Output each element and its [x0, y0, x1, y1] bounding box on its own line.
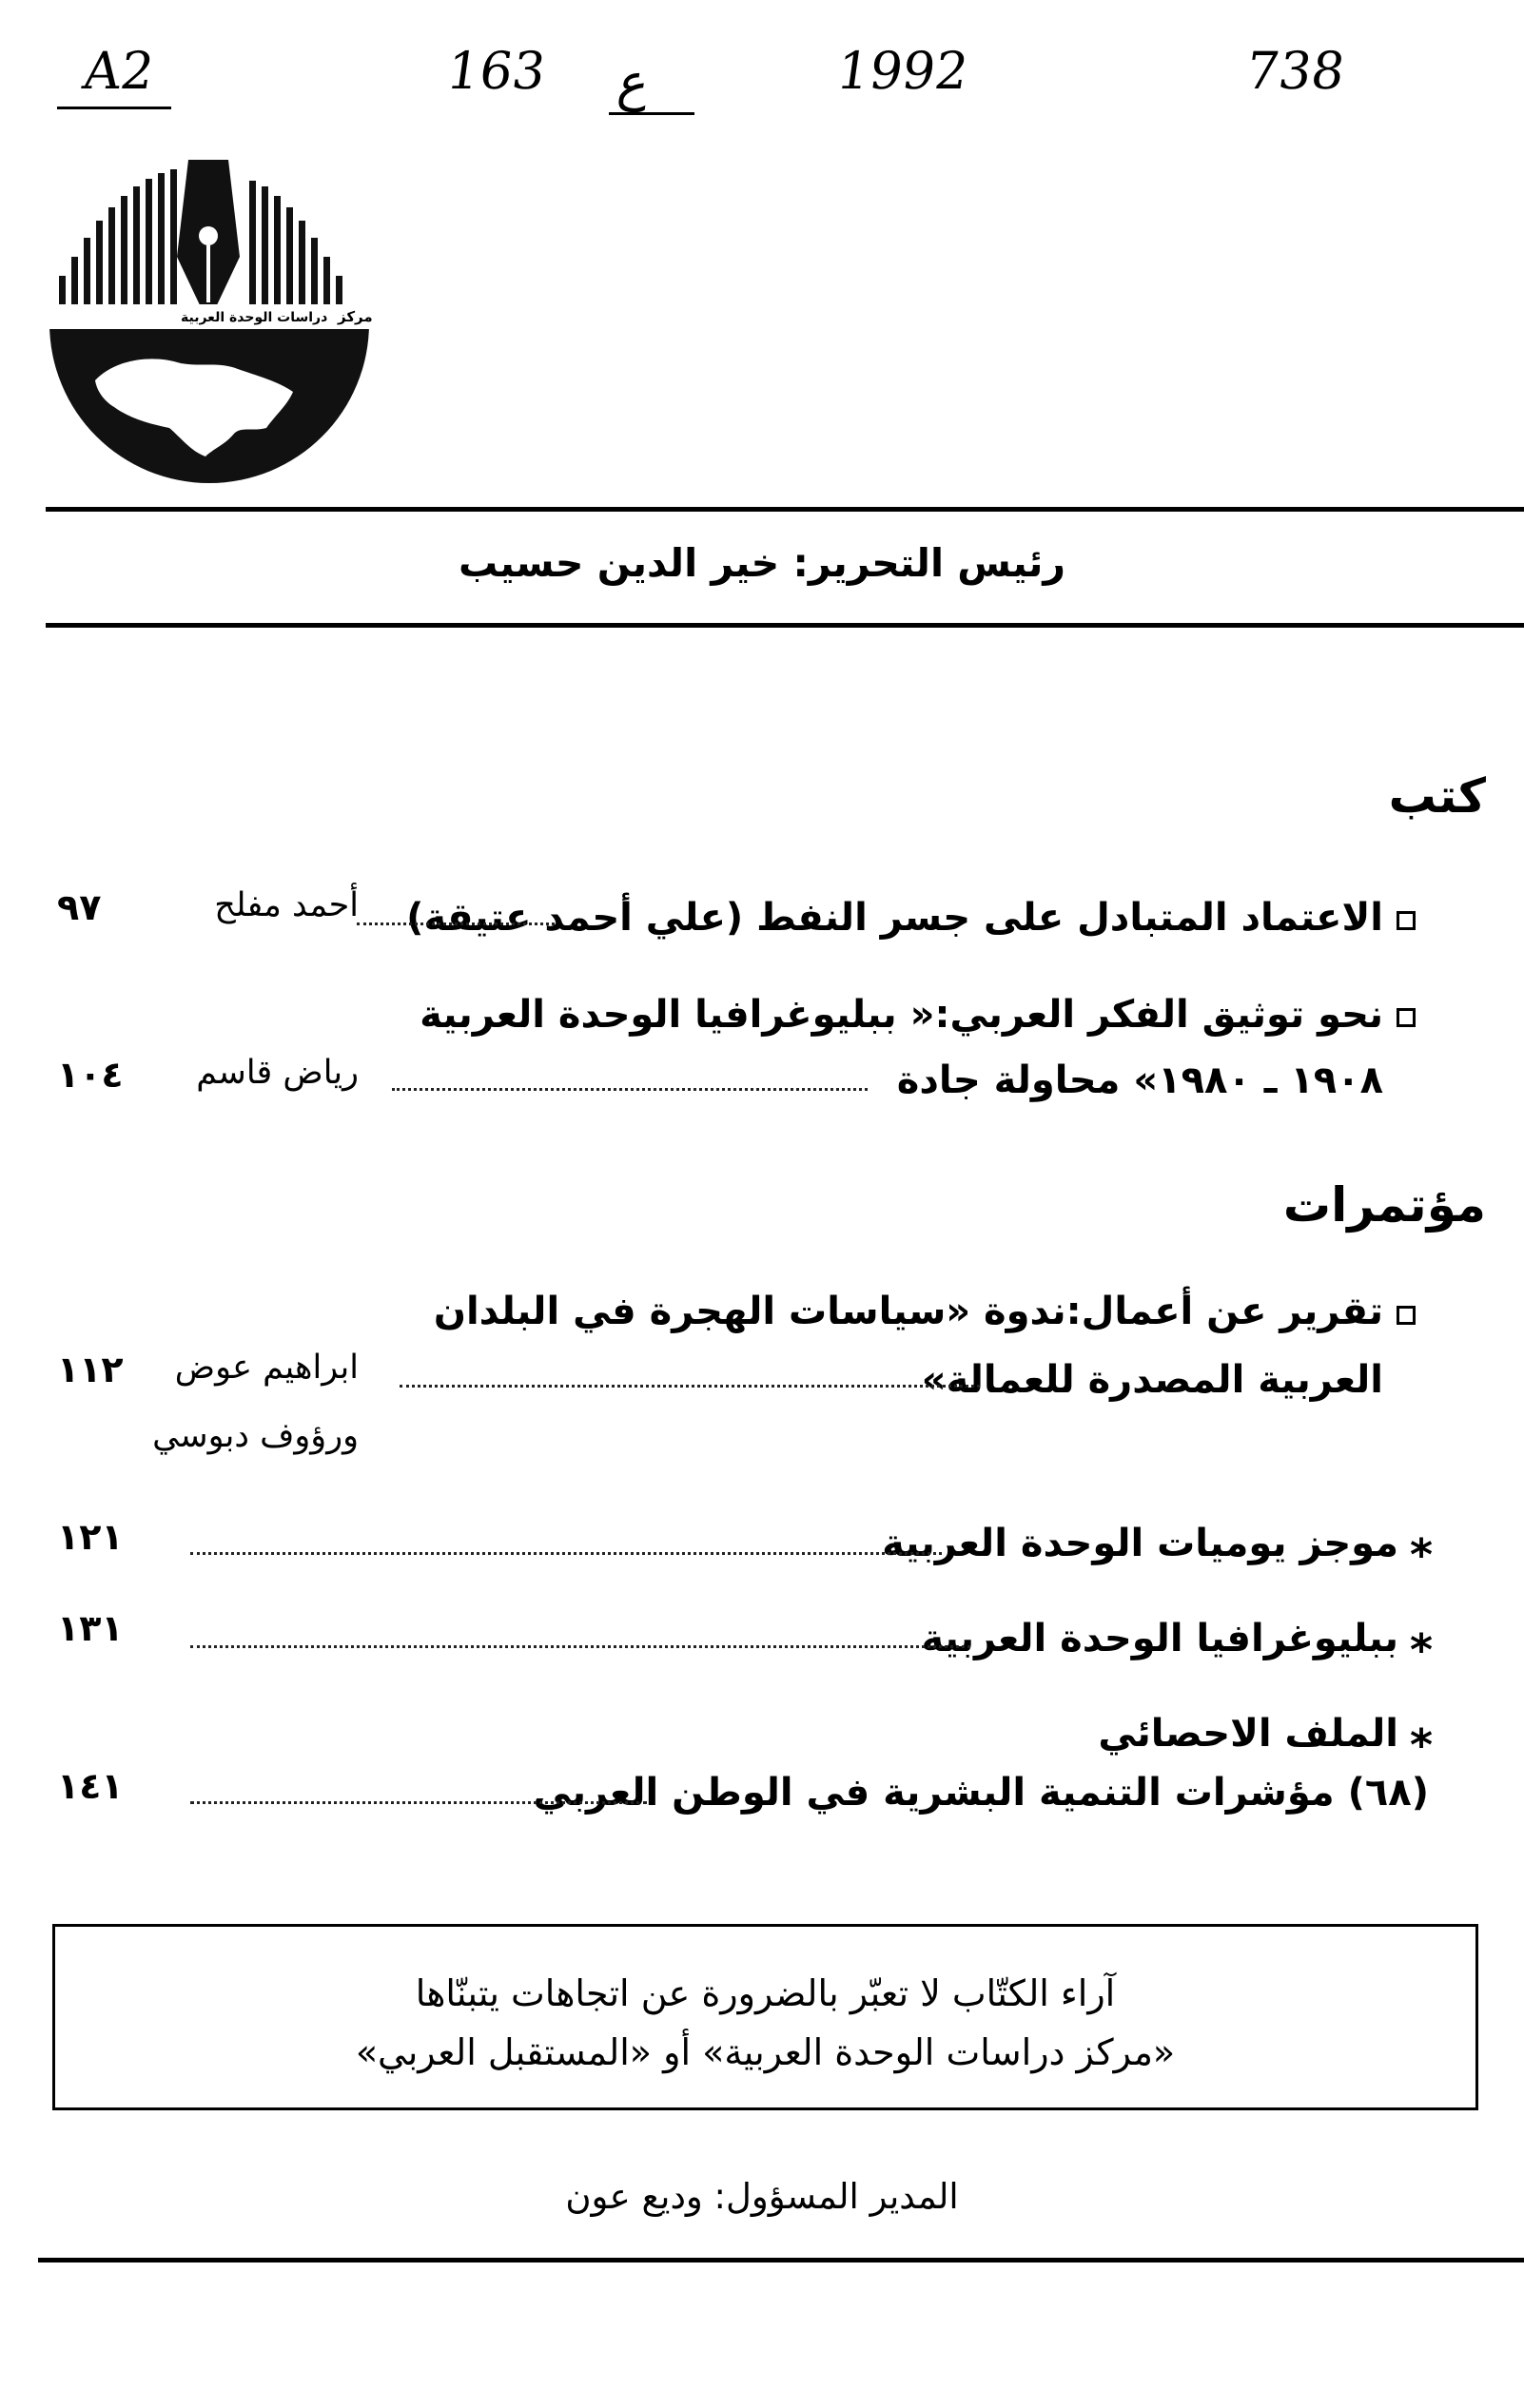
toc-entry-author: أحمد مفلح — [214, 886, 359, 924]
disclaimer-line2: «مركز دراسات الوحدة العربية» أو «المستقبل العربي» — [355, 2031, 1176, 2073]
star-bullet-icon: * — [1409, 1529, 1433, 1581]
handwritten-number: 738 — [1241, 41, 1349, 101]
top-rule — [46, 507, 1524, 512]
square-bullet-icon — [1397, 911, 1416, 930]
square-bullet-icon — [1397, 1008, 1416, 1027]
toc-entry-page: ٩٧ — [57, 886, 102, 928]
disclaimer-line1: آراء الكتّاب لا تعبّر بالضرورة عن اتجاهات يتبنّاها — [415, 1972, 1116, 2014]
editor-in-chief-line: رئيس التحرير: خير الدين حسيب — [459, 540, 1065, 586]
dot-leader — [190, 1801, 647, 1804]
disclaimer-box — [52, 1924, 1478, 2110]
handwritten-issue: 163 — [442, 41, 550, 101]
center-logo — [38, 143, 381, 485]
handwritten-underline — [609, 112, 694, 115]
star-bullet-icon: * — [1409, 1624, 1433, 1676]
section-title-books: كتب — [1388, 768, 1486, 824]
dot-leader — [190, 1645, 970, 1648]
toc-feature-title: ببليوغرافيا الوحدة العربية — [921, 1617, 1398, 1660]
bottom-rule — [38, 2258, 1524, 2262]
logo-top-text: مركز — [338, 308, 373, 325]
dot-leader — [190, 1552, 942, 1555]
toc-entry-title-line1: تقرير عن أعمال:ندوة «سياسات الهجرة في البلدان — [433, 1290, 1383, 1333]
logo-bottom-text: دراسات الوحدة العربية — [181, 310, 328, 325]
dot-leader — [400, 1385, 980, 1388]
handwritten-code: A2 — [79, 41, 158, 101]
square-bullet-icon — [1397, 1306, 1416, 1325]
dot-leader — [392, 1088, 868, 1091]
handwritten-letter: ع — [614, 52, 654, 112]
editor-rule — [46, 623, 1524, 628]
dot-leader — [357, 922, 555, 925]
handwritten-underline — [57, 107, 171, 109]
section-title-conferences: مؤتمرات — [1282, 1177, 1486, 1233]
star-bullet-icon: * — [1409, 1719, 1433, 1771]
toc-feature-title: موجز يوميات الوحدة العربية — [882, 1522, 1398, 1565]
toc-entry-title-line2: ١٩٠٨ ـ ١٩٨٠» محاولة جادة — [896, 1058, 1383, 1102]
toc-feature-page: ١٣١ — [57, 1607, 124, 1649]
toc-entry-title-line2: العربية المصدرة للعمالة» — [921, 1358, 1383, 1402]
managing-director-line: المدير المسؤول: وديع عون — [565, 2176, 959, 2217]
toc-entry-title-line1: نحو توثيق الفكر العربي:« ببليوغرافيا الوحدة العربية — [420, 993, 1383, 1037]
toc-entry-title: الاعتماد المتبادل على جسر النفط (علي أحمد عتيقة) — [406, 896, 1383, 940]
toc-entry-page: ١١٢ — [57, 1349, 124, 1390]
toc-entry-author: رياض قاسم — [196, 1054, 359, 1092]
toc-entry-author-line2: ورؤوف دبوسي — [152, 1417, 359, 1455]
toc-feature-title: الملف الاحصائي — [1098, 1712, 1398, 1756]
toc-entry-page: ١٠٤ — [57, 1054, 124, 1096]
toc-entry-author-line1: ابراهيم عوض — [174, 1349, 359, 1387]
toc-feature-page: ١٢١ — [57, 1516, 124, 1558]
handwritten-year: 1992 — [832, 41, 972, 101]
toc-feature-subtitle: (٦٨) مؤشرات التنمية البشرية في الوطن العربي — [533, 1771, 1429, 1815]
toc-feature-page: ١٤١ — [57, 1765, 124, 1807]
